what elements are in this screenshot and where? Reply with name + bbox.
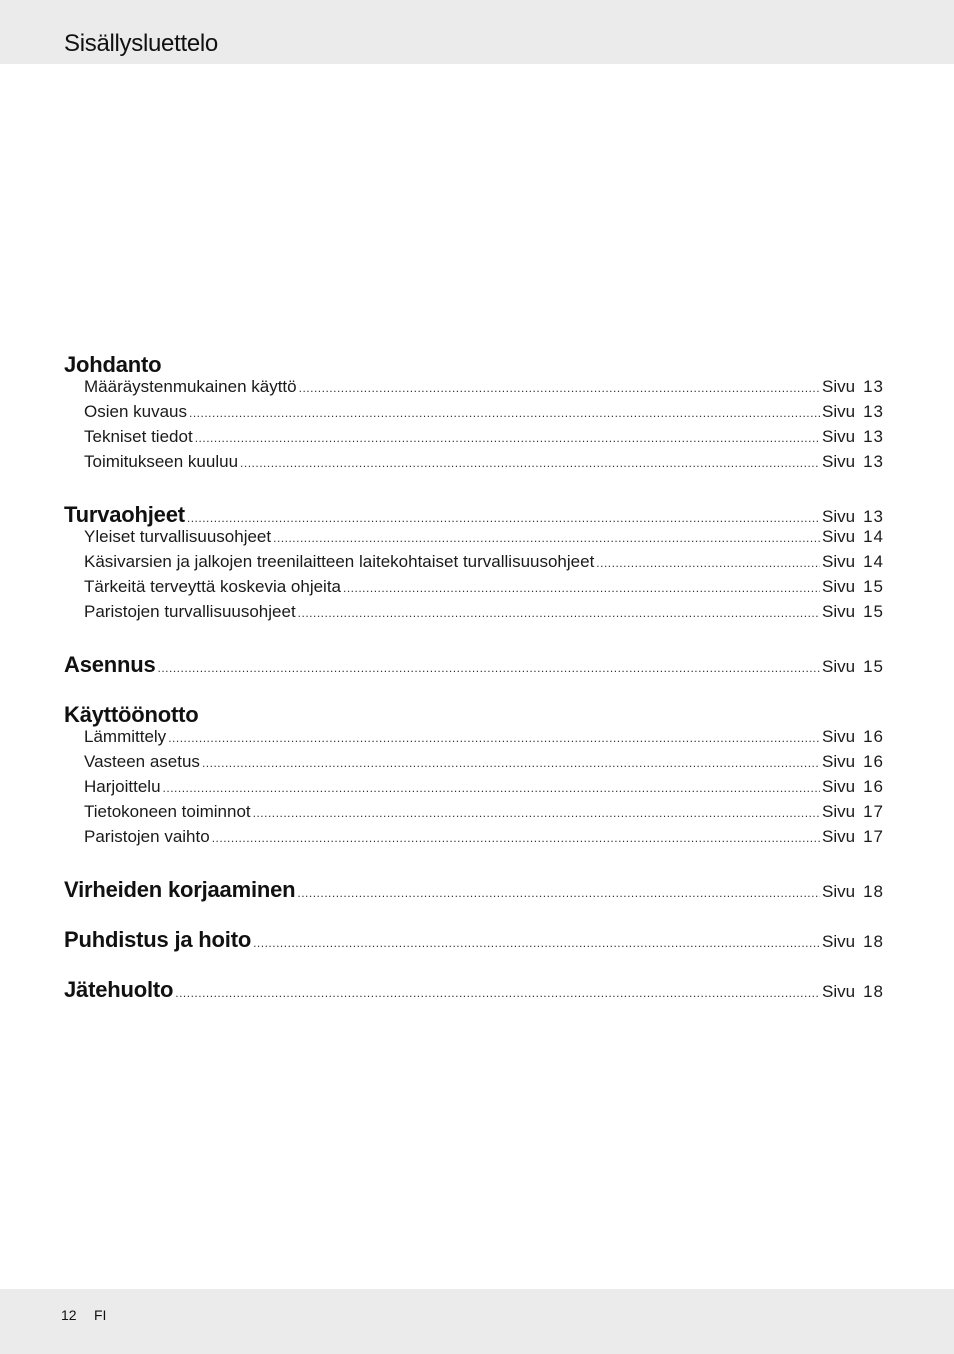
dot-leader [253, 937, 820, 949]
page-word: Sivu [822, 827, 856, 846]
toc-heading-label: Virheiden korjaaminen [64, 877, 296, 902]
toc-entry[interactable] [64, 552, 884, 577]
page-title: Sisällysluettelo [64, 30, 218, 57]
toc-entry-label: Tekniset tiedot [84, 427, 193, 446]
page-word: Sivu [822, 882, 856, 901]
toc-entry-label: Paristojen vaihto [84, 827, 210, 846]
dot-leader [168, 732, 820, 744]
page-word: Sivu [822, 527, 856, 546]
dot-leader [212, 832, 820, 844]
dot-leader [299, 382, 820, 394]
page-number: 18 [863, 982, 884, 1001]
toc-entry-label: Käsivarsien ja jalkojen treenilaitteen laitekohtaiset turvallisuusohjeet [84, 552, 595, 571]
page-number: 13 [863, 402, 884, 421]
toc-heading-asennus[interactable] [64, 652, 884, 677]
page-word: Sivu [822, 577, 856, 596]
toc-entry-label: Vasteen asetus [84, 752, 200, 771]
toc-entry-label: Tietokoneen toiminnot [84, 802, 251, 821]
dot-leader [175, 987, 820, 999]
dot-leader [297, 887, 820, 899]
page-number: 17 [863, 827, 884, 846]
toc-heading-kayttoonotto[interactable] [64, 702, 884, 727]
page-word: Sivu [822, 602, 856, 621]
dot-leader [202, 757, 820, 769]
dot-leader [253, 807, 820, 819]
page-word: Sivu [822, 507, 856, 526]
toc-entry[interactable] [64, 577, 884, 602]
page-number: 13 [863, 452, 884, 471]
toc-heading-turvaohjeet[interactable] [64, 502, 884, 527]
toc-entry[interactable] [64, 427, 884, 452]
dot-leader [343, 582, 820, 594]
page-number: 18 [863, 882, 884, 901]
page-word: Sivu [822, 752, 856, 771]
page-word: Sivu [822, 427, 856, 446]
toc-entry-label: Tärkeitä terveyttä koskevia ohjeita [84, 577, 342, 596]
page-number: 14 [863, 552, 884, 571]
page-word: Sivu [822, 727, 856, 746]
toc-heading-jatehuolto[interactable] [64, 977, 884, 1002]
page-number: 16 [863, 727, 884, 746]
toc-entry[interactable] [64, 827, 884, 852]
page-word: Sivu [822, 452, 856, 471]
page-word: Sivu [822, 802, 856, 821]
dot-leader [273, 532, 820, 544]
page-number: 16 [863, 777, 884, 796]
toc-entry[interactable] [64, 752, 884, 777]
toc-entry[interactable] [64, 727, 884, 752]
dot-leader [596, 557, 820, 569]
page-number: 14 [863, 527, 884, 546]
dot-leader [163, 782, 820, 794]
page-number: 13 [863, 377, 884, 396]
dot-leader [298, 607, 820, 619]
toc-entry-label: Paristojen turvallisuusohjeet [84, 602, 296, 621]
toc-entry-label: Toimitukseen kuuluu [84, 452, 239, 471]
toc-entry[interactable] [64, 402, 884, 427]
page-number: 15 [863, 657, 884, 676]
toc-entry[interactable] [64, 527, 884, 552]
footer-page-number: 12 [61, 1307, 77, 1323]
page-word: Sivu [822, 982, 856, 1001]
toc-heading-label: Puhdistus ja hoito [64, 927, 252, 952]
page-word: Sivu [822, 777, 856, 796]
toc-entry-label: Yleiset turvallisuusohjeet [84, 527, 272, 546]
footer-language-code: FI [94, 1307, 107, 1323]
toc-entry[interactable] [64, 452, 884, 477]
toc-heading-label: Jätehuolto [64, 977, 174, 1002]
page-number: 18 [863, 932, 884, 951]
toc-entry[interactable] [64, 377, 884, 402]
table-of-contents [64, 352, 884, 1002]
toc-heading-label: Asennus [64, 652, 156, 677]
dot-leader [195, 432, 820, 444]
page-word: Sivu [822, 932, 856, 951]
toc-heading-virheiden-korjaaminen[interactable] [64, 877, 884, 902]
footer-bar [0, 1289, 954, 1354]
toc-entry[interactable] [64, 602, 884, 627]
dot-leader [158, 662, 820, 674]
toc-heading-puhdistus-ja-hoito[interactable] [64, 927, 884, 952]
dot-leader [187, 512, 820, 524]
toc-heading-johdanto[interactable] [64, 352, 884, 377]
page-word: Sivu [822, 657, 856, 676]
toc-entry[interactable] [64, 802, 884, 827]
toc-entry-label: Määräystenmukainen käyttö [84, 377, 297, 396]
toc-entry-label: Osien kuvaus [84, 402, 187, 421]
page-word: Sivu [822, 402, 856, 421]
page-number: 16 [863, 752, 884, 771]
page-word: Sivu [822, 377, 856, 396]
page-word: Sivu [822, 552, 856, 571]
toc-heading-label: Johdanto [64, 352, 162, 377]
page-number: 13 [863, 427, 884, 446]
page-number: 15 [863, 602, 884, 621]
toc-entry-label: Harjoittelu [84, 777, 161, 796]
toc-entry-label: Lämmittely [84, 727, 167, 746]
page-number: 17 [863, 802, 884, 821]
dot-leader [189, 407, 820, 419]
toc-heading-label: Käyttöönotto [64, 702, 199, 727]
page-number: 13 [863, 507, 884, 526]
page-number: 15 [863, 577, 884, 596]
dot-leader [240, 457, 820, 469]
toc-entry[interactable] [64, 777, 884, 802]
toc-heading-label: Turvaohjeet [64, 502, 185, 527]
